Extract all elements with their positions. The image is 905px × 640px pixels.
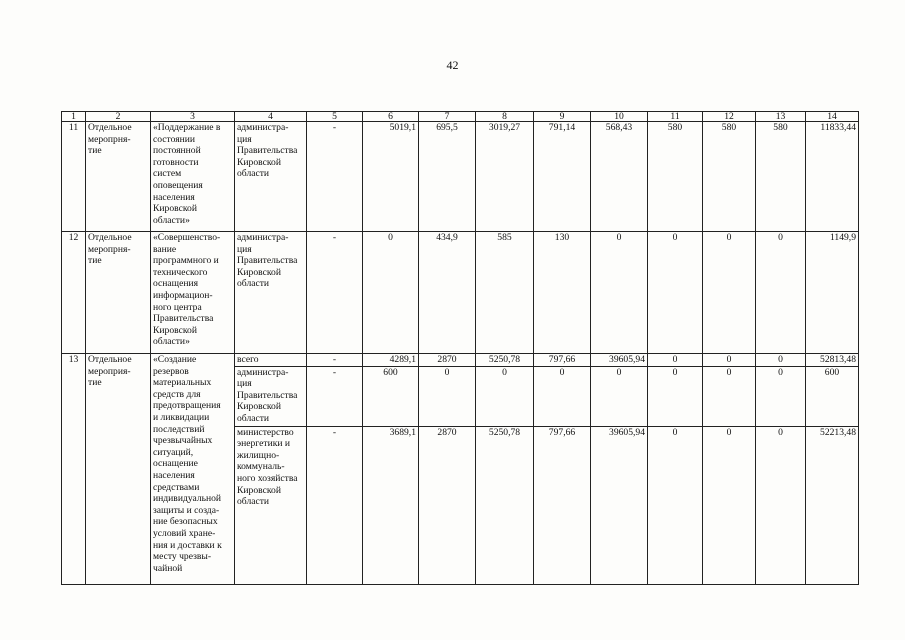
cell-col10: 39605,94 [591, 426, 648, 584]
executor: администра- ция Правительства Кировской области [235, 366, 307, 426]
cell-col9: 0 [534, 366, 591, 426]
cell-col13: 0 [756, 354, 806, 367]
cell-col12: 0 [703, 232, 756, 354]
header-cell: 1 [62, 112, 86, 122]
cell-col6: 4289,1 [363, 354, 419, 367]
cell-col13: 580 [756, 122, 806, 232]
executor: всего [235, 354, 307, 367]
header-cell: 6 [363, 112, 419, 122]
cell-col5: - [307, 122, 363, 232]
executor: администра- ция Правительства Кировской области [235, 122, 307, 232]
table-row [62, 122, 859, 232]
page-number: 42 [446, 58, 459, 72]
header-cell: 5 [307, 112, 363, 122]
cell-col8: 5250,78 [476, 426, 534, 584]
column-number-row [62, 112, 859, 122]
cell-col14: 52213,48 [806, 426, 859, 584]
header-cell: 2 [86, 112, 151, 122]
activity-type: Отдельное меропрня- тие [86, 232, 151, 354]
cell-col7: 2870 [419, 426, 476, 584]
cell-col5: - [307, 354, 363, 367]
cell-col14: 1149,9 [806, 232, 859, 354]
header-cell: 4 [235, 112, 307, 122]
cell-col11: 0 [648, 366, 703, 426]
cell-col11: 0 [648, 426, 703, 584]
cell-col6: 3689,1 [363, 426, 419, 584]
cell-col5: - [307, 426, 363, 584]
header-cell: 9 [534, 112, 591, 122]
header-cell: 12 [703, 112, 756, 122]
cell-col8: 5250,78 [476, 354, 534, 367]
activity-name: «Поддержание в состоянии постоянной готовности систем оповещения населения Кировской области» [151, 122, 235, 232]
header-cell: 11 [648, 112, 703, 122]
cell-col14: 600 [806, 366, 859, 426]
cell-col8: 3019,27 [476, 122, 534, 232]
activity-type: Отдельное меропрня- тие [86, 122, 151, 232]
cell-col9: 791,14 [534, 122, 591, 232]
cell-col9: 130 [534, 232, 591, 354]
cell-col7: 0 [419, 366, 476, 426]
cell-col5: - [307, 366, 363, 426]
cell-col13: 0 [756, 426, 806, 584]
cell-col11: 0 [648, 232, 703, 354]
cell-col7: 434,9 [419, 232, 476, 354]
row-number: 13 [62, 354, 86, 585]
table-row [62, 354, 859, 367]
cell-col14: 11833,44 [806, 122, 859, 232]
header-cell: 13 [756, 112, 806, 122]
cell-col10: 39605,94 [591, 354, 648, 367]
header-cell: 10 [591, 112, 648, 122]
cell-col6: 600 [363, 366, 419, 426]
cell-col12: 0 [703, 366, 756, 426]
cell-col8: 585 [476, 232, 534, 354]
header-cell: 14 [806, 112, 859, 122]
row-number: 11 [62, 122, 86, 232]
header-cell: 7 [419, 112, 476, 122]
cell-col12: 0 [703, 354, 756, 367]
cell-col10: 0 [591, 232, 648, 354]
cell-col11: 0 [648, 354, 703, 367]
cell-col7: 2870 [419, 354, 476, 367]
cell-col7: 695,5 [419, 122, 476, 232]
cell-col14: 52813,48 [806, 354, 859, 367]
cell-col6: 5019,1 [363, 122, 419, 232]
header-cell: 8 [476, 112, 534, 122]
cell-col13: 0 [756, 366, 806, 426]
activity-name: «Совершенство- вание программного и технического оснащения информацион- ного центра Правительства Кировской области» [151, 232, 235, 354]
cell-col5: - [307, 232, 363, 354]
cell-col8: 0 [476, 366, 534, 426]
activity-type: Отдельное мероприя- тие [86, 354, 151, 585]
activity-name: «Создание резервов материальных средств для предотвращения и ликвидации последствий чрезвычайных ситуаций, оснащение населения средствами индивидуальной защиты и созда- ние безопасных условий хране- ния и доставки к месту чрезвы- чайной [151, 354, 235, 585]
cell-col11: 580 [648, 122, 703, 232]
executor: администра- ция Правительства Кировской области [235, 232, 307, 354]
cell-col10: 568,43 [591, 122, 648, 232]
budget-table [61, 111, 859, 585]
cell-col12: 0 [703, 426, 756, 584]
cell-col9: 797,66 [534, 426, 591, 584]
table-row [62, 232, 859, 354]
cell-col9: 797,66 [534, 354, 591, 367]
cell-col10: 0 [591, 366, 648, 426]
cell-col6: 0 [363, 232, 419, 354]
cell-col13: 0 [756, 232, 806, 354]
executor: министерство энергетики и жилищно- коммуналь- ного хозяйства Кировской области [235, 426, 307, 584]
header-cell: 3 [151, 112, 235, 122]
row-number: 12 [62, 232, 86, 354]
cell-col12: 580 [703, 122, 756, 232]
